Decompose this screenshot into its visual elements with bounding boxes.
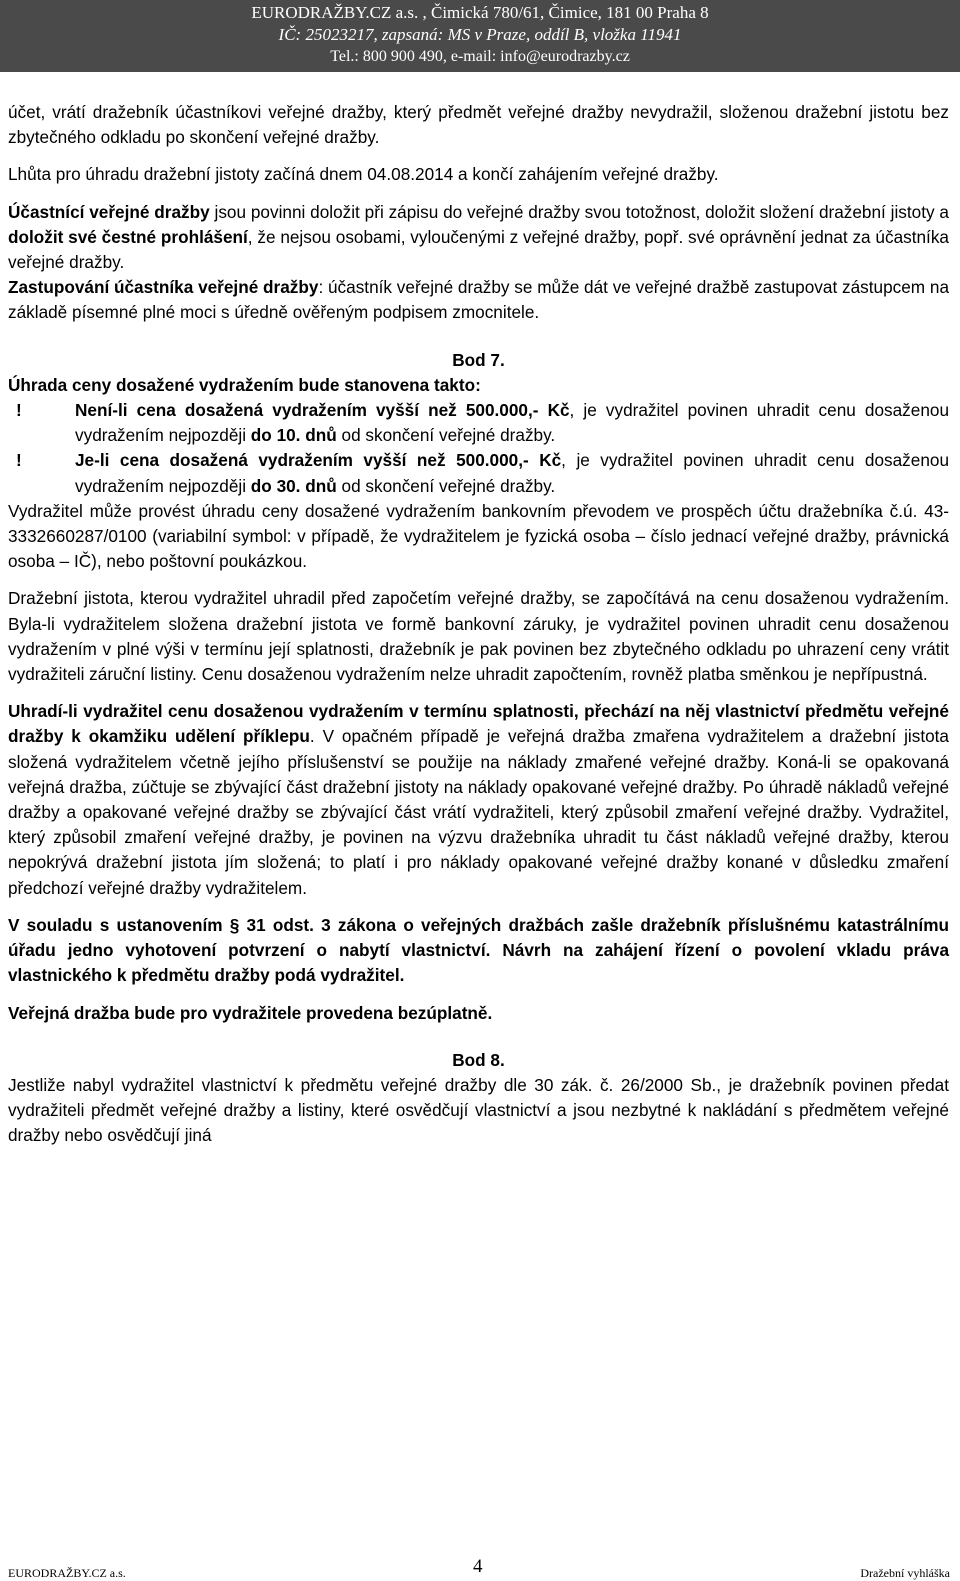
representation-bold: Zastupování účastníka veřejné dražby bbox=[8, 277, 319, 298]
letterhead bbox=[0, 0, 960, 72]
paragraph-handover: Jestliže nabyl vydražitel vlastnictví k předmětu veřejné dražby dle 30 zák. č. 26/2000 Sb., je dražebník povinen předat vydražiteli předmět veřejné dražby a listiny, které osvědčují vlastnictví a jsou nezbytné k nakládání s předmětem veřejné dražby nebo osvědčují jiná bbox=[8, 1074, 949, 1146]
paragraph-cadastral-notice: V souladu s ustanovením § 31 odst. 3 zákona o veřejných dražbách zašle dražebník příslušnému katastrálnímu úřadu jedno vyhotovení potvrzení o nabytí vlastnictví. Návrh na zahájení řízení o povolení vkladu práva vlastnického k předmětu dražby podá vydražitel. bbox=[8, 914, 949, 986]
paragraph-participants: Účastnící veřejné dražby jsou povinni doložit při zápisu do veřejné dražby svou totožnost, doložit složení dražební jistoty a doložit své čestné prohlášení, že nejsou osobami, vyloučenými z veřejné dražby, popř. své oprávnění jednat za účastníka veřejné dražby. bbox=[8, 201, 949, 273]
participants-bold: Účastnící veřejné dražby bbox=[8, 201, 210, 222]
letterhead-contact: Tel.: 800 900 490, e-mail: info@eurodrazby.cz bbox=[330, 48, 630, 65]
section-heading-payment: Úhrada ceny dosažené vydražením bude stanovena takto: bbox=[8, 374, 481, 395]
payment-rules-list bbox=[8, 398, 949, 499]
section-title-bod8: Bod 8. bbox=[452, 1049, 505, 1070]
paragraph-jistota-return: účet, vrátí dražebník účastníkovi veřejné dražby, který předmět veřejné dražby nevydražil, složenou dražební jistotu bez zbytečného odkladu po skončení veřejné dražby. bbox=[8, 102, 949, 148]
paragraph-ownership-transfer: Uhradí-li vydražitel cenu dosaženou vydražením v termínu splatnosti, přechází na něj vlastnictví předmětu veřejné dražby k okamžiku udělení příklepu. V opačném případě je veřejná dražba zmařena vydražitelem a dražební jistota složená vydražitelem včetně jejího příslušenství se použije na náklady zmařené veřejné dražby. Koná-li se opakovaná veřejná dražba, zúčtuje se zbývající část dražební jistoty na náklady opakované veřejné dražby. Po úhradě nákladů veřejné dražby a opakované veřejné dražby se zbývající část vrátí vydražiteli, který způsobil zmaření veřejné dražby. Vydražitel, který způsobil zmaření veřejné dražby, je povinen na výzvu dražebníka uhradit tu část nákladů veřejné dražby, kterou nepokrývá dražební jistota jím složená; to platí i pro náklady opakované veřejné dražby konané v důsledku zmaření předchozí veřejné dražby vydražitelem. bbox=[8, 701, 949, 898]
paragraph-representation: Zastupování účastníka veřejné dražby: účastník veřejné dražby se může dát ve veřejné dražbě zastupovat zástupcem na základě písemné plné moci s úředně ověřeným podpisem zmocnitele. bbox=[8, 277, 950, 323]
paragraph-deadline: Lhůta pro úhradu dražební jistoty začíná dnem 04.08.2014 a končí zahájením veřejné dražby. bbox=[8, 164, 719, 185]
section-title-bod7: Bod 7. bbox=[452, 349, 505, 370]
letterhead-registration: IČ: 25023217, zapsaná: MS v Praze, oddíl B, vložka 11941 bbox=[278, 25, 682, 44]
paragraph-bank-transfer: Vydražitel může provést úhradu ceny dosažené vydražením bankovním převodem ve prospěch účtu dražebníka č.ú. 43-3332660287/0100 (variabilní symbol: v případě, že vydražitelem je fyzická osoba – číslo jednací veřejné dražby, právnická osoba – IČ), nebo poštovní poukázkou. bbox=[8, 500, 949, 572]
exclamation-bullet-icon: ! bbox=[16, 400, 22, 421]
footer-document-title: Dražební vyhláška bbox=[860, 1566, 950, 1580]
list-item: ! Není-li cena dosažená vydražením vyšší než 500.000,- Kč, je vydražitel povinen uhradit cenu dosaženou vydražením nejpozději do 10. dnů od skončení veřejné dražby. bbox=[16, 400, 950, 446]
page-number: 4 bbox=[473, 1556, 483, 1577]
footer-company: EURODRAŽBY.CZ a.s. bbox=[8, 1566, 126, 1580]
paragraph-jistota-offset: Dražební jistota, kterou vydražitel uhradil před započetím veřejné dražby, se započítává na cenu dosaženou vydražením. Byla-li vydražitelem složena dražební jistota ve formě bankovní záruky, je vydražitel povinen uhradit cenu dosaženou vydražením v plné výši v termínu její splatnosti, dražebník je pak povinen bez zbytečného odkladu po uhrazení ceny vrátit vydražiteli záruční listiny. Cenu dosaženou vydražením nelze uhradit započtením, rovněž platba směnkou je nepřípustná. bbox=[8, 588, 949, 685]
exclamation-bullet-icon: ! bbox=[16, 450, 22, 471]
letterhead-company-address: EURODRAŽBY.CZ a.s. , Čimická 780/61, Čimice, 181 00 Praha 8 bbox=[251, 3, 709, 22]
list-item: ! Je-li cena dosažená vydražením vyšší než 500.000,- Kč, je vydražitel povinen uhradit cenu dosaženou vydražením nejpozději do 30. dnů od skončení veřejné dražby. bbox=[16, 450, 949, 496]
paragraph-free-of-charge: Veřejná dražba bude pro vydražitele provedena bezúplatně. bbox=[8, 1002, 493, 1023]
document-body bbox=[8, 100, 949, 1149]
declaration-bold: doložit své čestné prohlášení bbox=[8, 226, 248, 247]
